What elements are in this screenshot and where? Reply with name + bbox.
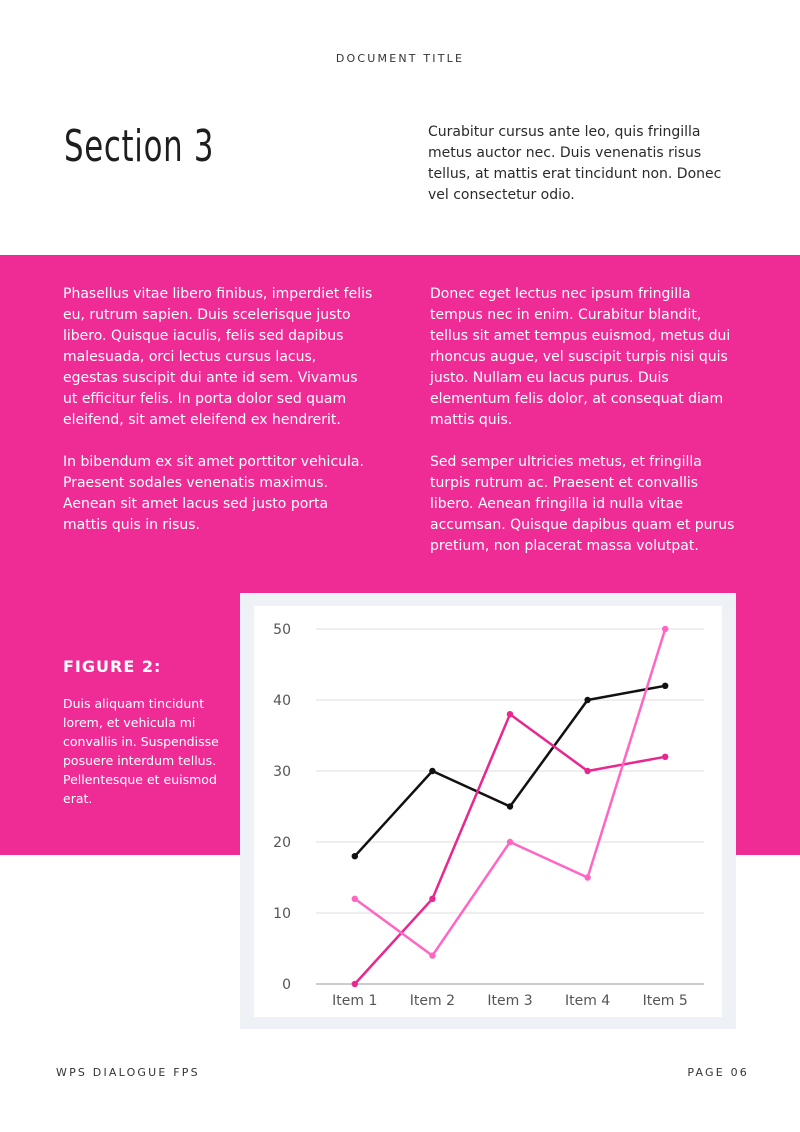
x-tick-label: Item 3 <box>487 993 533 1009</box>
body-paragraph: Donec eget lectus nec ipsum fringilla tempus nec in enim. Curabitur blandit, tellus sit amet tempus euismod, metus dui rhoncus augue, vel suscipit turpis nisi quis justo. Nullam eu lacus purus. Duis elementum felis dolor, at consequat diam mattis quis. <box>430 286 731 428</box>
data-point <box>429 768 435 774</box>
y-tick-label: 40 <box>273 693 291 709</box>
data-point <box>662 754 668 760</box>
y-tick-label: 20 <box>273 835 291 851</box>
x-tick-label: Item 5 <box>642 993 688 1009</box>
section-intro: Curabitur cursus ante leo, quis fringilla metus auctor nec. Duis venenatis risus tellus, at mattis erat tincidunt non. Donec vel consectetur odio. <box>428 124 722 203</box>
data-point <box>584 768 590 774</box>
y-tick-label: 10 <box>273 906 291 922</box>
x-tick-label: Item 2 <box>409 993 456 1009</box>
body-paragraph: Sed semper ultricies metus, et fringilla turpis rutrum ac. Praesent et convallis libero. Aenean fringilla id nulla vitae accumsan. Quisque dapibus quam et purus pretium, non placerat massa volutpat. <box>430 454 735 554</box>
figure-caption: Duis aliquam tincidunt lorem, et vehicula mi convallis in. Suspendisse posuere interdum tellus. Pellentesque et euismod erat. <box>63 696 219 806</box>
data-point <box>352 853 358 859</box>
data-point <box>507 711 513 717</box>
data-point <box>584 874 590 880</box>
data-point <box>662 683 668 689</box>
footer-left: WPS DIALOGUE FPS <box>56 1066 200 1079</box>
data-point <box>507 839 513 845</box>
y-tick-label: 30 <box>273 764 291 780</box>
document-title: DOCUMENT TITLE <box>335 52 465 65</box>
data-point <box>507 803 513 809</box>
page-number: PAGE 06 <box>687 1066 749 1079</box>
data-point <box>429 896 435 902</box>
line-chart <box>254 606 722 1017</box>
body-paragraph: In bibendum ex sit amet porttitor vehicula. Praesent sodales venenatis maximus. Aenean sit amet lacus sed justo porta mattis quis in risus. <box>63 454 364 533</box>
data-point <box>352 896 358 902</box>
figure-title: FIGURE 2: <box>63 657 162 676</box>
data-point <box>429 952 435 958</box>
chart-panel <box>254 606 722 1017</box>
body-column-left <box>63 284 375 557</box>
y-tick-label: 50 <box>273 622 291 638</box>
data-point <box>352 981 358 987</box>
series-line-3 <box>355 629 665 956</box>
x-tick-label: Item 4 <box>564 993 611 1009</box>
data-point <box>662 626 668 632</box>
section-title: Section 3 <box>64 121 215 172</box>
body-paragraph: Phasellus vitae libero finibus, imperdiet felis eu, rutrum sapien. Duis scelerisque justo libero. Quisque iaculis, felis sed dapibus malesuada, orci lectus cursus lacus, egestas suscipit dui ante id sem. Vivamus ut efficitur felis. In porta dolor sed quam eleifend, sit amet eleifend ex hendrerit. <box>63 286 373 428</box>
y-tick-label: 0 <box>282 977 291 993</box>
chart-frame <box>240 593 736 1029</box>
series-line-2 <box>355 714 665 984</box>
body-column-right <box>430 284 742 578</box>
data-point <box>584 697 590 703</box>
x-tick-label: Item 1 <box>332 993 378 1009</box>
